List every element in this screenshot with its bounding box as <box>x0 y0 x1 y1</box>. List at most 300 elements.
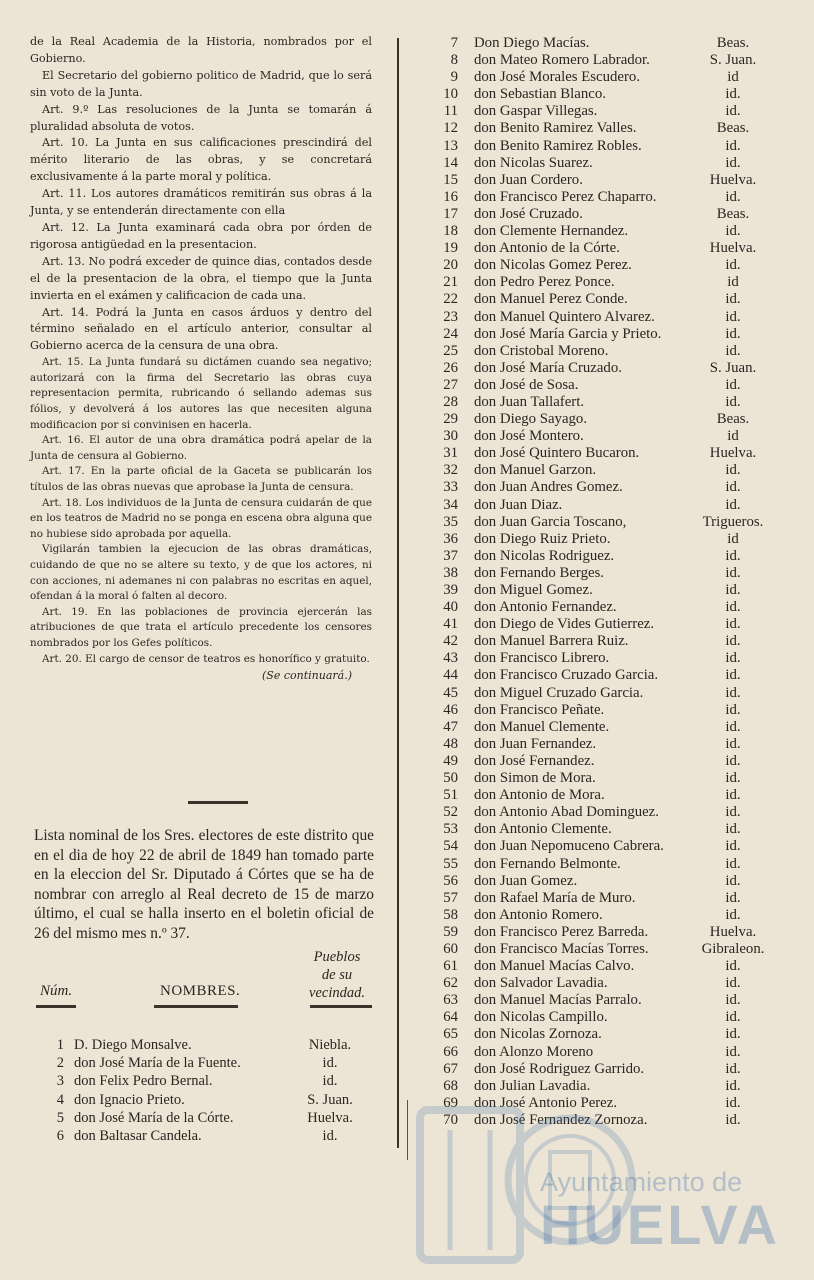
voter-row <box>44 1109 364 1127</box>
article-paragraph: Art. 16. El autor de una obra dramática podrá apelar de la Junta de censura al Gobierno. <box>30 434 372 462</box>
voter-name: don Juan Andres Gomez. <box>474 479 623 496</box>
regulation-articles <box>30 34 372 355</box>
voter-row <box>430 497 810 514</box>
voter-name: don José Fernandez. <box>474 752 595 769</box>
voter-row <box>44 1091 364 1109</box>
voter-row <box>44 1072 364 1090</box>
voter-number: 7 <box>450 35 458 51</box>
voter-row <box>430 69 810 86</box>
voter-town: id. <box>322 1127 338 1144</box>
voter-name: don Manuel Clemente. <box>474 718 610 735</box>
voter-name: don Antonio Abad Dominguez. <box>474 804 659 821</box>
voter-name: don Antonio de Mora. <box>474 787 605 804</box>
voter-number: 46 <box>443 701 458 718</box>
voter-name: don Manuel Macías Parralo. <box>474 992 642 1009</box>
voter-number: 28 <box>443 393 458 410</box>
voter-row <box>430 445 810 462</box>
voter-number: 42 <box>443 633 458 650</box>
voter-name: don José Antonio Perez. <box>474 1094 618 1111</box>
voter-row <box>430 548 810 565</box>
voter-number: 49 <box>443 752 458 769</box>
voter-row <box>430 35 810 52</box>
voter-town: id. <box>725 154 741 171</box>
article-paragraph: Vigilarán tambien la ejecucion de las obras dramáticas, cuidando de que no se altere su texto, y de que los actores, ni con acciones, ni ademanes ni con palabras no escritas en aquel, ofendan á la moral ó falten al decoro. <box>30 543 372 603</box>
voter-name: don Nicolas Campillo. <box>474 1009 608 1026</box>
voter-number: 59 <box>443 923 458 940</box>
voter-row <box>430 753 810 770</box>
voter-town: Trigueros. <box>702 513 764 530</box>
voter-town: id <box>727 428 739 445</box>
voter-row <box>430 873 810 890</box>
voter-name: don Baltasar Candela. <box>74 1127 202 1144</box>
voter-number: 15 <box>443 171 458 188</box>
voter-name: don Antonio de la Córte. <box>474 240 620 257</box>
voter-number: 22 <box>443 291 458 308</box>
article-paragraph: Art. 11. Los autores dramáticos remitirán sus obras á la Junta, y se entenderán directamente con ella <box>30 187 372 218</box>
voter-name: don Francisco Cruzado Garcia. <box>474 667 659 684</box>
voter-row <box>430 958 810 975</box>
voter-name: don José María de la Córte. <box>74 1109 234 1126</box>
voter-name: don Miguel Gomez. <box>474 582 593 598</box>
voter-number: 33 <box>443 479 458 496</box>
voter-number: 13 <box>443 137 458 154</box>
header-names: NOMBRES. <box>160 983 241 999</box>
voter-name: don Manuel Quintero Alvarez. <box>474 308 655 325</box>
voter-row <box>430 1044 810 1061</box>
voter-number: 56 <box>443 872 458 889</box>
voter-row <box>430 890 810 907</box>
voter-number: 48 <box>443 735 458 752</box>
voter-name: don Nicolas Zornoza. <box>474 1026 602 1043</box>
voter-name: don Diego Ruiz Prieto. <box>474 530 611 547</box>
voter-number: 24 <box>443 325 458 342</box>
voter-number: 20 <box>443 257 458 274</box>
voter-row <box>430 856 810 873</box>
voter-row <box>430 719 810 736</box>
voter-number: 29 <box>443 411 458 428</box>
voter-town: id. <box>725 1077 741 1094</box>
voter-town: id <box>727 530 739 547</box>
voter-town: Huelva. <box>709 171 757 188</box>
voter-list-left <box>44 1036 364 1145</box>
voter-name: don José María de la Fuente. <box>74 1055 241 1072</box>
voter-town: S. Juan. <box>307 1091 353 1108</box>
voter-town: id. <box>725 547 741 564</box>
voter-name: don Gaspar Villegas. <box>474 103 598 120</box>
voter-row <box>430 1026 810 1043</box>
list-intro <box>34 826 374 944</box>
voter-row <box>44 1054 364 1072</box>
voter-name: don Alonzo Moreno <box>474 1043 594 1060</box>
voter-row <box>430 274 810 291</box>
voter-number: 32 <box>443 462 458 479</box>
voter-name: don Antonio Romero. <box>474 906 603 923</box>
voter-row <box>430 941 810 958</box>
voter-name: don Fernando Belmonte. <box>474 855 621 872</box>
voter-row <box>430 377 810 394</box>
voter-row <box>430 616 810 633</box>
voter-town: id. <box>725 718 741 735</box>
voter-row <box>430 155 810 172</box>
voter-town: Beas. <box>716 120 750 137</box>
voter-number: 45 <box>443 684 458 701</box>
article-paragraph: Art. 13. No podrá exceder de quince dias, contados desde el de la presentacion de la obra, el tiempo que la Junta invierta en el exámen y calificacion de cada una. <box>30 254 372 302</box>
voter-town: id. <box>725 188 741 205</box>
voter-row <box>430 86 810 103</box>
watermark-line2: HUELVA <box>540 1193 780 1256</box>
voter-number: 34 <box>443 496 458 513</box>
voter-row <box>430 326 810 343</box>
voter-town: id. <box>725 735 741 752</box>
voter-row <box>430 291 810 308</box>
voter-town: id. <box>725 821 741 838</box>
voter-town: Beas. <box>716 411 750 428</box>
voter-name: don Francisco Perez Chaparro. <box>474 188 657 205</box>
voter-number: 25 <box>443 342 458 359</box>
voter-number: 51 <box>443 787 458 804</box>
header-num: Núm. <box>40 983 73 999</box>
voter-name: don Ignacio Prieto. <box>74 1091 185 1108</box>
voter-town: id. <box>725 633 741 650</box>
voter-number: 68 <box>443 1077 458 1094</box>
article-paragraph: Art. 12. La Junta examinará cada obra por órden de rigorosa antigüedad en la presentacion. <box>30 220 372 251</box>
voter-number: 63 <box>443 992 458 1009</box>
voter-name: don Simon de Mora. <box>474 770 596 787</box>
voter-number: 64 <box>443 1009 458 1026</box>
article-paragraph: Art. 20. El cargo de censor de teatros es honorífico y gratuito. <box>42 652 370 665</box>
voter-town: id. <box>725 1009 741 1026</box>
voter-number: 44 <box>443 667 458 684</box>
voter-number: 3 <box>56 1073 64 1090</box>
voter-number: 10 <box>443 86 458 103</box>
regulation-articles-small <box>30 355 372 667</box>
voter-number: 52 <box>443 804 458 821</box>
voter-row <box>430 172 810 189</box>
watermark-line1: Ayuntamiento de <box>540 1167 743 1197</box>
voter-town: id. <box>725 992 741 1009</box>
voter-number: 69 <box>443 1094 458 1111</box>
voter-name: don Benito Ramirez Robles. <box>474 137 642 154</box>
voter-name: don Felix Pedro Bernal. <box>74 1073 213 1090</box>
voter-name: don Diego Sayago. <box>474 411 588 428</box>
voter-name: don Francisco Librero. <box>474 650 610 667</box>
voter-town: id. <box>725 325 741 342</box>
voter-number: 35 <box>443 513 458 530</box>
voter-number: 62 <box>443 975 458 992</box>
header-towns-line3: vecindad. <box>309 985 365 1001</box>
voter-name: don José de Sosa. <box>474 376 579 393</box>
voter-number: 26 <box>443 359 458 376</box>
voter-town: id. <box>725 684 741 701</box>
voter-town: id. <box>725 701 741 718</box>
voter-number: 58 <box>443 906 458 923</box>
voter-number: 4 <box>56 1091 64 1108</box>
voter-town: id. <box>725 342 741 359</box>
voter-town: id. <box>725 1060 741 1077</box>
voter-name: don José Cruzado. <box>474 205 583 222</box>
voter-row <box>430 685 810 702</box>
voter-name: don José Morales Escudero. <box>474 69 641 86</box>
voter-name: don Julian Lavadia. <box>474 1077 591 1094</box>
voter-row <box>430 120 810 137</box>
voter-town: id. <box>725 137 741 154</box>
voter-number: 47 <box>443 718 458 735</box>
voter-row <box>430 514 810 531</box>
voter-name: don José Montero. <box>474 428 584 445</box>
voter-number: 6 <box>56 1127 64 1144</box>
voter-name: don Manuel Perez Conde. <box>474 291 628 308</box>
voter-town: id. <box>725 308 741 325</box>
voter-town: id. <box>725 889 741 906</box>
voter-town: Niebla. <box>308 1037 352 1053</box>
voter-number: 19 <box>443 240 458 257</box>
voter-row <box>430 633 810 650</box>
voter-town: id. <box>322 1055 338 1072</box>
list-intro-text: Lista nominal de los Sres. electores de este distrito que en el dia de hoy 22 de abril de 1849 han tomado parte en la eleccion del Sr. Diputado á Córtes que se ha de nombrar con arreglo al Real decreto de 15 de marzo último, el cual se halla inserto en el boletin oficial de 26 del mismo mes n.º 37. <box>34 827 374 942</box>
voter-row <box>430 428 810 445</box>
voter-number: 41 <box>443 616 458 633</box>
article-paragraph: Art. 19. En las poblaciones de provincia ejercerán las atribuciones de que trata el artículo precedente los censores nombrados por los Gefes políticos. <box>30 605 372 649</box>
voter-town: id. <box>725 103 741 120</box>
voter-town: id. <box>725 479 741 496</box>
article-paragraph: Art. 9.º Las resoluciones de la Junta se tomarán á pluralidad absoluta de votos. <box>30 102 372 133</box>
voter-row <box>430 667 810 684</box>
voter-number: 54 <box>443 838 458 855</box>
voter-number: 16 <box>443 188 458 205</box>
voter-row <box>430 924 810 941</box>
voter-list-right <box>430 35 810 1129</box>
table-header <box>34 948 374 1008</box>
voter-row <box>430 821 810 838</box>
voter-row <box>430 189 810 206</box>
voter-name: don Juan Cordero. <box>474 171 583 188</box>
article-paragraph: Art. 17. En la parte oficial de la Gaceta se publicarán los títulos de las obras nuevas que aprobase la Junta de censura. <box>30 465 372 493</box>
voter-town: Huelva. <box>307 1109 353 1126</box>
voter-town: id <box>727 274 739 291</box>
voter-name: don Manuel Barrera Ruiz. <box>474 633 629 650</box>
header-towns <box>302 948 372 1002</box>
voter-town: Huelva. <box>709 240 757 257</box>
voter-name: D. Diego Monsalve. <box>74 1037 192 1053</box>
voter-town: id. <box>725 564 741 581</box>
voter-name: don José Rodriguez Garrido. <box>474 1060 645 1077</box>
voter-name: don Francisco Peñate. <box>474 701 605 718</box>
voter-number: 21 <box>443 274 458 291</box>
voter-name: Don Diego Macías. <box>474 35 590 51</box>
voter-name: don Antonio Clemente. <box>474 821 612 838</box>
voter-town: id. <box>725 906 741 923</box>
voter-name: don Nicolas Rodriguez. <box>474 547 615 564</box>
voter-number: 67 <box>443 1060 458 1077</box>
voter-number: 17 <box>443 205 458 222</box>
left-column <box>30 34 372 682</box>
voter-town: id. <box>725 393 741 410</box>
voter-number: 31 <box>443 445 458 462</box>
voter-name: don José María Cruzado. <box>474 359 622 376</box>
voter-town: id. <box>725 787 741 804</box>
voter-number: 57 <box>443 889 458 906</box>
voter-row <box>430 531 810 548</box>
voter-row <box>430 479 810 496</box>
column-divider-tail <box>407 1100 408 1160</box>
voter-name: don Salvador Lavadia. <box>474 975 608 992</box>
voter-name: don Juan Tallafert. <box>474 393 585 410</box>
voter-row <box>430 736 810 753</box>
voter-number: 55 <box>443 855 458 872</box>
voter-town: id. <box>725 1043 741 1060</box>
header-towns-line2: de su <box>321 967 353 983</box>
voter-town: id. <box>725 86 741 103</box>
voter-row <box>430 650 810 667</box>
voter-town: id <box>727 69 739 86</box>
voter-town: id. <box>725 1094 741 1111</box>
voter-town: S. Juan. <box>709 52 757 69</box>
voter-row <box>44 1127 364 1145</box>
voter-number: 23 <box>443 308 458 325</box>
voter-number: 12 <box>443 120 458 137</box>
voter-town: id. <box>725 496 741 513</box>
voter-number: 43 <box>443 650 458 667</box>
voter-number: 8 <box>450 52 458 69</box>
voter-row <box>430 1009 810 1026</box>
voter-row <box>430 975 810 992</box>
voter-number: 30 <box>443 428 458 445</box>
voter-name: don Manuel Macías Calvo. <box>474 958 635 975</box>
voter-row <box>430 257 810 274</box>
voter-row <box>430 223 810 240</box>
voter-row <box>430 582 810 599</box>
voter-name: don Clemente Hernandez. <box>474 223 629 240</box>
voter-row <box>430 240 810 257</box>
voter-row <box>430 360 810 377</box>
voter-name: don Rafael María de Muro. <box>474 889 636 906</box>
voter-town: Gibraleon. <box>701 940 765 957</box>
voter-town: id. <box>725 1026 741 1043</box>
voter-row <box>430 206 810 223</box>
header-rule-num <box>36 1005 76 1008</box>
voter-town: id. <box>725 752 741 769</box>
article-paragraph: Art. 18. Los individuos de la Junta de censura cuidarán de que en los teatros de Madrid no se ponga en escena obra alguna que no hubiese sido aprobada por aquella. <box>30 496 372 540</box>
voter-row <box>430 394 810 411</box>
voter-town: id. <box>725 462 741 479</box>
voter-town: S. Juan. <box>709 359 757 376</box>
voter-town: id. <box>725 855 741 872</box>
voter-town: id. <box>725 650 741 667</box>
voter-number: 36 <box>443 530 458 547</box>
voter-number: 40 <box>443 599 458 616</box>
voter-town: id. <box>725 975 741 992</box>
voter-row <box>430 804 810 821</box>
voter-town: id. <box>725 257 741 274</box>
voter-row <box>430 838 810 855</box>
voter-row <box>430 411 810 428</box>
article-paragraph: Art. 15. La Junta fundará su dictámen cuando sea negativo; autorizará con la firma del Secretario las obras cuya representacion permita, rubricando ó sellando ademas sus fólios, y devolverá á los autores las que necesiten alguna modificacion por si convinisen en hacerla. <box>30 356 372 431</box>
voter-number: 5 <box>56 1109 64 1126</box>
voter-name: don Manuel Garzon. <box>474 462 597 479</box>
voter-number: 1 <box>56 1037 64 1053</box>
voter-name: don Francisco Perez Barreda. <box>474 923 649 940</box>
voter-name: don Juan Garcia Toscano, <box>474 513 627 530</box>
voter-name: don Diego de Vides Gutierrez. <box>474 616 655 633</box>
voter-town: Huelva. <box>709 923 757 940</box>
voter-town: id. <box>725 223 741 240</box>
voter-name: don Benito Ramirez Valles. <box>474 120 637 137</box>
voter-town: Beas. <box>716 205 750 222</box>
voter-row <box>430 138 810 155</box>
voter-name: don Juan Fernandez. <box>474 735 597 752</box>
voter-name: don Pedro Perez Ponce. <box>474 274 615 291</box>
voter-town: id. <box>725 872 741 889</box>
header-towns-line1: Pueblos <box>313 949 361 965</box>
voter-row <box>430 770 810 787</box>
article-paragraph: de la Real Academia de la Historia, nombrados por el Gobierno. <box>30 35 372 65</box>
voter-town: id. <box>725 958 741 975</box>
voter-row <box>430 309 810 326</box>
header-rule-names <box>154 1005 238 1008</box>
voter-number: 11 <box>443 103 458 120</box>
voter-name: don Francisco Macías Torres. <box>474 940 649 957</box>
voter-row <box>44 1036 364 1054</box>
voter-row <box>430 103 810 120</box>
voter-number: 27 <box>443 376 458 393</box>
voter-row <box>430 565 810 582</box>
voter-row <box>430 52 810 69</box>
voter-number: 2 <box>56 1055 64 1072</box>
voter-name: don Miguel Cruzado Garcia. <box>474 684 644 701</box>
voter-town: Huelva. <box>709 445 757 462</box>
voter-number: 9 <box>450 69 458 86</box>
voter-name: don Sebastian Blanco. <box>474 86 606 103</box>
voter-row <box>430 787 810 804</box>
voter-town: id. <box>725 582 741 598</box>
voter-name: don Antonio Fernandez. <box>474 599 617 616</box>
voter-number: 37 <box>443 547 458 564</box>
voter-name: don Mateo Romero Labrador. <box>474 52 650 69</box>
voter-number: 65 <box>443 1026 458 1043</box>
voter-town: id. <box>725 770 741 787</box>
voter-number: 60 <box>443 940 458 957</box>
voter-town: id. <box>725 804 741 821</box>
voter-row <box>430 462 810 479</box>
voter-name: don Nicolas Gomez Perez. <box>474 257 632 274</box>
voter-number: 50 <box>443 770 458 787</box>
voter-row <box>430 702 810 719</box>
voter-number: 66 <box>443 1043 458 1060</box>
voter-town: id. <box>322 1073 338 1090</box>
voter-name: don José Fernandez Zornoza. <box>474 1111 648 1128</box>
voter-name: don José María Garcia y Prieto. <box>474 325 662 342</box>
article-paragraph: El Secretario del gobierno politico de Madrid, que lo será sin voto de la Junta. <box>30 68 372 99</box>
voter-town: id. <box>725 1111 741 1128</box>
voter-town: id. <box>725 667 741 684</box>
voter-number: 70 <box>443 1111 458 1128</box>
header-rule-towns <box>310 1005 372 1008</box>
voter-name: don José Quintero Bucaron. <box>474 445 640 462</box>
article-paragraph: Art. 10. La Junta en sus calificaciones prescindirá del mérito literario de las obras, y se concretará exclusivamente á la parte moral y política. <box>30 136 372 184</box>
voter-number: 61 <box>443 958 458 975</box>
voter-row <box>430 907 810 924</box>
voter-town: id. <box>725 838 741 855</box>
voter-number: 14 <box>443 154 458 171</box>
voter-name: don Juan Diaz. <box>474 496 563 513</box>
section-rule <box>188 801 248 804</box>
voter-town: id. <box>725 599 741 616</box>
voter-town: id. <box>725 376 741 393</box>
voter-name: don Juan Gomez. <box>474 872 578 889</box>
voter-name: don Juan Nepomuceno Cabrera. <box>474 838 664 855</box>
voter-number: 39 <box>443 582 458 598</box>
voter-row <box>430 343 810 360</box>
